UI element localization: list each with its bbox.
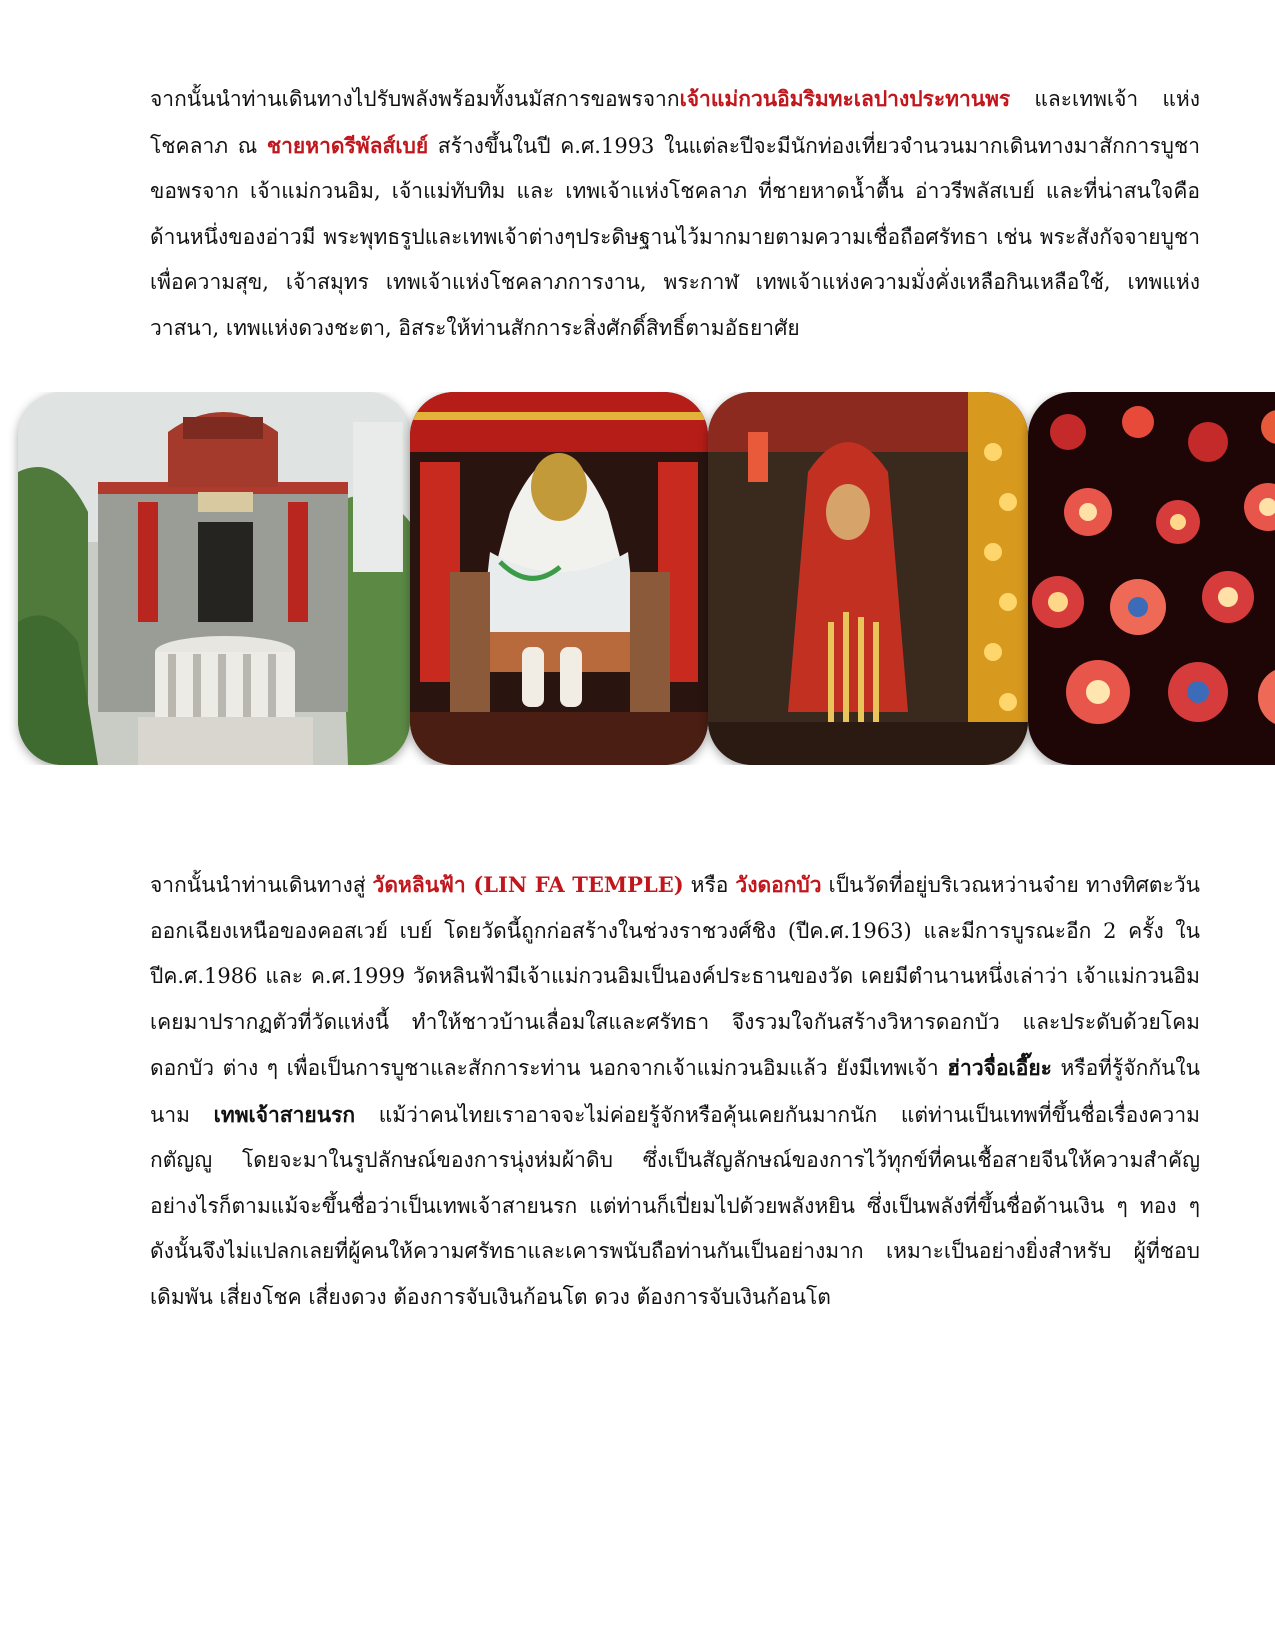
incense-shrine-photo (708, 392, 1028, 765)
p2-text-2: หรือ (683, 873, 736, 897)
p2-text-4: หรือที่รู้จักกันในนาม (150, 1056, 1201, 1127)
highlight-lotus-palace: วังดอกบัว (735, 872, 822, 897)
highlight-repulse-bay: ชายหาดรีพัลส์เบย์ (266, 132, 429, 158)
bold-underworld-god: เทพเจ้าสายนรก (213, 1101, 356, 1127)
p2-text-5: แม้ว่าคนไทยเราอาจจะไม่ค่อยรู้จักหรือคุ้นเคยกันมากนัก แต่ท่านเป็นเทพที่ขึ้นชื่อเรื่องความกตัญญู โดยจะมาในรูปลักษณ์ของการนุ่งห่มผ้าดิบ ซึ่งเป็นสัญลักษณ์ของการไว้ทุกข์ที่คนเชื้อสายจีนให้ความสำคัญ อย่างไรก็ตามแม้จะขึ้นชื่อว่าเป็นเทพเจ้าสายนรก แต่ท่านก็เปี่ยมไปด้วยพลังหยิน ซึ่งเป็นพลังที่ขึ้นชื่อด้านเงิน ๆ ทอง ๆ ดังนั้นจึงไม่แปลกเลยที่ผู้คนให้ความศรัทธาและเคารพนับถือท่านกันเป็นอย่างมาก เหมาะเป็นอย่างยิ่งสำหรับ ผู้ที่ชอบเดิมพัน เสี่ยงโชค เสี่ยงดวง ต้องการจับเงินก้อนโต ดวง ต้องการจับเงินก้อนโต (150, 1102, 1200, 1309)
highlight-lin-fa-temple: วัดหลินฟ้า (LIN FA TEMPLE) (372, 872, 684, 897)
paragraph-repulse-bay (150, 76, 1200, 351)
lotus-lanterns-photo (1028, 392, 1275, 765)
paragraph-lin-fa-temple (150, 862, 1200, 1320)
highlight-kuan-yin: เจ้าแม่กวนอิมริมทะเลปางประทานพร (679, 86, 1011, 111)
temple-photo (18, 392, 410, 765)
deity-statue-photo (410, 392, 708, 765)
bold-deity-name: ฮ่าวจื่อเอี๊ยะ (947, 1055, 1052, 1080)
p2-text-3: เป็นวัดที่อยู่บริเวณหว่านจ๋าย ทางทิศตะวันออกเฉียงเหนือของคอสเวย์ เบย์ โดยวัดนี้ถูกก่อสร้างในช่วงราชวงศ์ชิง (ปีค.ศ.1963) และมีการบูรณะอีก 2 ครั้ง ในปีค.ศ.1986 และ ค.ศ.1999 วัดหลินฟ้ามีเจ้าแม่กวนอิมเป็นองค์ประธานของวัด เคยมีตำนานหนึ่งเล่าว่า เจ้าแม่กวนอิมเคยมาปรากฏตัวที่วัดแห่งนี้ ทำให้ชาวบ้านเลื่อมใสและศรัทธา จึงรวมใจกันสร้างวิหารดอกบัว และประดับด้วยโคมดอกบัว ต่าง ๆ เพื่อเป็นการบูชาและสักการะท่าน นอกจากเจ้าแม่กวนอิมแล้ว ยังมีเทพเจ้า (150, 873, 1200, 1080)
p1-text-3: สร้างขึ้นในปี ค.ศ.1993 ในแต่ละปีจะมีนักท่องเที่ยวจำนวนมากเดินทางมาสักการบูชาขอพรจาก เจ้าแม่กวนอิม, เจ้าแม่ทับทิม และ เทพเจ้าแห่งโชคลาภ ที่ชายหาดน้ำตื้น อ่าวรีพลัสเบย์ และที่น่าสนใจคือด้านหนึ่งของอ่าวมี พระพุทธรูปและเทพเจ้าต่างๆประดิษฐานไว้มากมายตามความเชื่อถือศรัทธา เช่น พระสังกัจจายบูชาเพื่อความสุข, เจ้าสมุทร เทพเจ้าแห่งโชคลาภการงาน, พระกาฬ เทพเจ้าแห่งความมั่งคั่งเหลือกินเหลือใช้, เทพแห่งวาสนา, เทพแห่งดวงชะตา, อิสระให้ท่านสักการะสิ่งศักดิ์สิทธิ์ตามอัธยาศัย (150, 133, 1200, 340)
p2-text-1: จากนั้นนำท่านเดินทางสู่ (150, 873, 373, 897)
p1-text-1: จากนั้นนำท่านเดินทางไปรับพลังพร้อมทั้งนมัสการขอพรจาก (150, 87, 680, 111)
p1-text-2: และเทพเจ้า แห่งโชคลาภ ณ (150, 87, 1200, 158)
photo-strip (0, 392, 1275, 765)
